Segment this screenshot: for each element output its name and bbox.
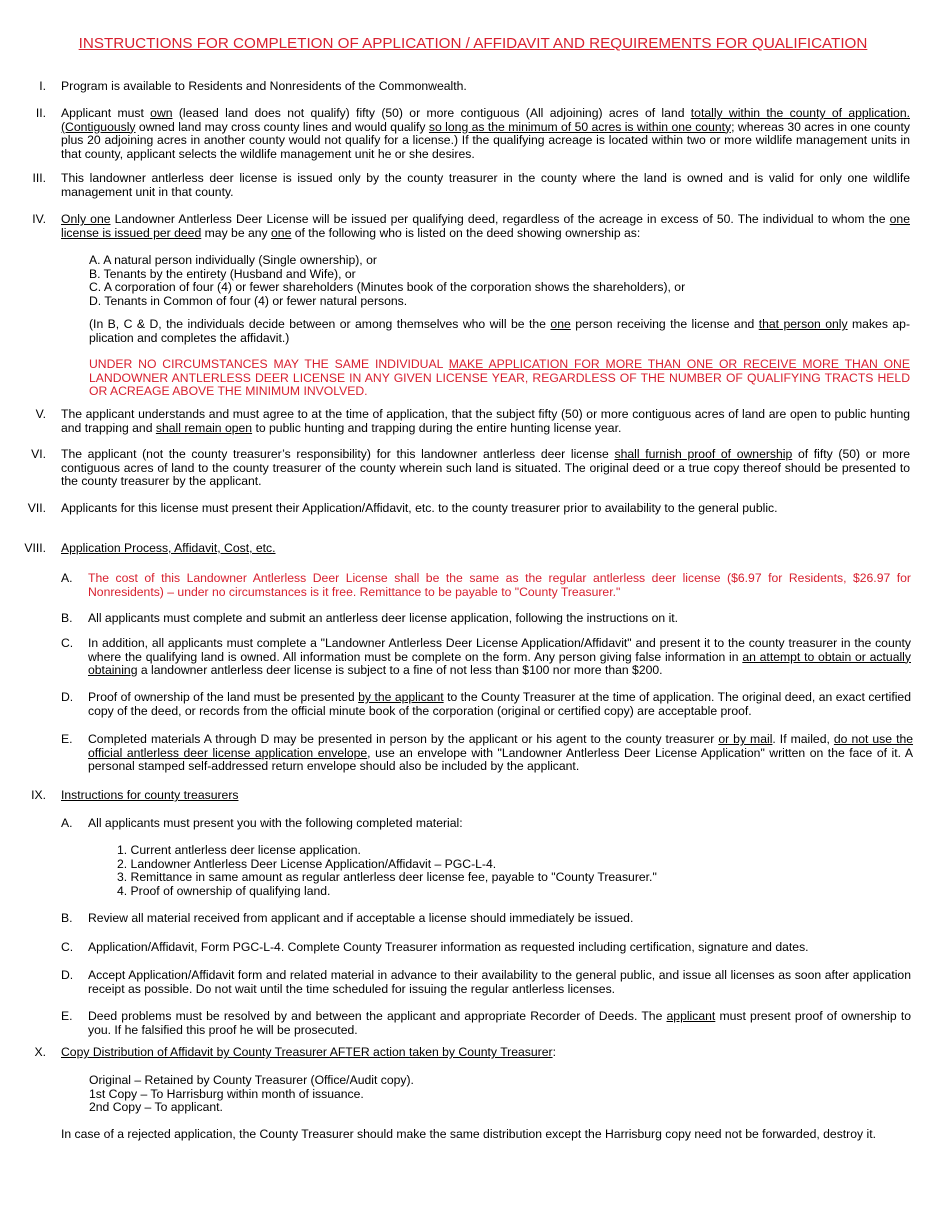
section-number: III.	[32, 171, 46, 185]
list-item: D. Tenants in Common of four (4) or fewer natural persons.	[89, 293, 408, 308]
subsection-label: C.	[61, 940, 74, 954]
ownership-note: (In B, C & D, the individuals decide between or among themselves who will be the one person receiving the license and that person only makes application and completes the affidavit.)	[89, 317, 910, 345]
list-item: 1. Current antlerless deer license application.	[117, 843, 361, 857]
list-item: Original – Retained by County Treasurer (Office/Audit copy).	[89, 1073, 414, 1087]
section-heading: Instructions for county treasurers	[61, 788, 239, 802]
subsection-text: Deed problems must be resolved by and between the applicant and appropriate Recorder of Deeds. The applicant must present proof of ownership to you. If he falsified this proof he will be prosecuted.	[88, 1009, 911, 1037]
subsection-label: E.	[61, 732, 73, 746]
section-heading: Application Process, Affidavit, Cost, etc.	[61, 541, 276, 555]
rejected-application-note: In case of a rejected application, the County Treasurer should make the same distribution except the Harrisburg copy need not be forwarded, destroy it.	[61, 1127, 876, 1141]
copy-distribution-list	[89, 1074, 909, 1115]
list-item: A. A natural person individually (Single ownership), or	[89, 253, 377, 267]
section-text: The applicant understands and must agree to at the time of application, that the subject fifty (50) or more contiguous acres of land are open to public hunting and trapping and shall remain open to public hunting and trapping during the entire hunting license year.	[61, 407, 910, 435]
section-text: Only one Landowner Antlerless Deer License will be issued per qualifying deed, regardless of the acreage in excess of 50. The individual to whom the one license is issued per deed may be any one of the following who is listed on the deed showing ownership as:	[61, 212, 910, 240]
subsection-label: D.	[61, 968, 74, 982]
list-item: 3. Remittance in same amount as regular antlerless deer license fee, payable to "County Treasurer."	[117, 870, 657, 885]
subsection-label: C.	[61, 636, 74, 650]
subsection-text: Completed materials A through D may be presented in person by the applicant or his agent to the county treasurer or by mail. If mailed, do not use the official antlerless deer license application envelope, use an envelope with "Landowner Antlerless Deer License Application" written on the face of it. A personal stamped self-addressed return envelope should also be included by the applicant.	[88, 732, 914, 774]
subsection-label: B.	[61, 911, 73, 925]
section-number: I.	[39, 79, 46, 93]
subsection-label: E.	[61, 1009, 73, 1023]
subsection-text: The cost of this Landowner Antlerless Deer License shall be the same as the regular antlerless deer license ($6.97 for Residents, $26.97 for Nonresidents) – under no circumstances is it free. Remittance to be payable to "County Treasurer."	[88, 571, 911, 599]
subsection-label: A.	[61, 571, 73, 585]
subsection-text: All applicants must complete and submit an antlerless deer license application, following the instructions on it.	[88, 611, 679, 625]
section-number: X.	[34, 1045, 46, 1059]
subsection-label: D.	[61, 690, 74, 704]
section-number: VIII.	[24, 541, 46, 555]
section-heading: Copy Distribution of Affidavit by County Treasurer AFTER action taken by County Treasurer:	[61, 1045, 556, 1059]
subsection-text: Application/Affidavit, Form PGC-L-4. Complete County Treasurer information as requested including certification, signature and dates.	[88, 940, 809, 954]
list-item: 1st Copy – To Harrisburg within month of issuance.	[89, 1086, 364, 1101]
section-number: II.	[35, 106, 46, 120]
page-title: INSTRUCTIONS FOR COMPLETION OF APPLICATION / AFFIDAVIT AND REQUIREMENTS FOR QUALIFICATION	[78, 35, 868, 52]
required-materials-list	[117, 844, 937, 898]
list-item: 2nd Copy – To applicant.	[89, 1100, 223, 1115]
subsection-text: In addition, all applicants must complete a "Landowner Antlerless Deer License Application/Affidavit" and present it to the county treasurer in the county where the qualifying land is owned. All information must be complete on the form. Any person giving false information in an attempt to obtain or actually obtaining a landowner antlerless deer license is subject to a fine of not less than $100 nor more than $200.	[88, 636, 911, 678]
subsection-label: A.	[61, 816, 73, 830]
list-item: 2. Landowner Antlerless Deer License Application/Affidavit – PGC-L-4.	[117, 856, 497, 871]
subsection-text: Proof of ownership of the land must be presented by the applicant to the County Treasurer at the time of application. The original deed, an exact certified copy of the deed, or records from the official minute book of the corporation (original or certified copy) are acceptable proof.	[88, 690, 911, 718]
section-number: V.	[35, 407, 46, 421]
section-number: IV.	[32, 212, 46, 226]
section-number: IX.	[31, 788, 46, 802]
subsection-text: Review all material received from applicant and if acceptable a license should immediately be issued.	[88, 911, 634, 925]
section-text: This landowner antlerless deer license is issued only by the county treasurer in the county where the land is owned and is valid for only one wildlife management unit in that county.	[61, 171, 910, 199]
ownership-types-list	[89, 254, 909, 308]
section-text: Applicants for this license must present their Application/Affidavit, etc. to the county treasurer prior to availability to the general public.	[61, 501, 778, 515]
list-item: C. A corporation of four (4) or fewer shareholders (Minutes book of the corporation shows the shareholders), or	[89, 280, 686, 295]
list-item: 4. Proof of ownership of qualifying land.	[117, 883, 331, 898]
section-text: Program is available to Residents and Nonresidents of the Commonwealth.	[61, 79, 467, 93]
list-item: B. Tenants by the entirety (Husband and Wife), or	[89, 266, 356, 281]
section-text: The applicant (not the county treasurer’s responsibility) for this landowner antlerless deer license shall furnish proof of ownership of fifty (50) or more contiguous acres of land to the county treasurer of the county wherein such land is situated. The original deed or a true copy thereof should be presented to the county treasurer by the applicant.	[61, 447, 910, 489]
subsection-text: Accept Application/Affidavit form and related material in advance to their availability to the general public, and issue all licenses as soon after application receipt as possible. Do not wait until the time scheduled for issuing the regular antlerless licenses.	[88, 968, 911, 996]
section-text: Applicant must own (leased land does not qualify) fifty (50) or more contiguous (All adjoining) acres of land totally within the county of application. (Contiguously owned land may cross county lines and would qualify so long as the minimum of 50 acres is within one county; whereas 30 acres in one county plus 20 adjoining acres in another county would not qualify for a license.) If the qualifying acreage is located within two or more wildlife management units in that county, applicant selects the wildlife management unit he or she desires.	[61, 106, 910, 161]
section-number: VII.	[27, 501, 46, 515]
subsection-label: B.	[61, 611, 73, 625]
warning-notice: UNDER NO CIRCUMSTANCES MAY THE SAME INDIVIDUAL MAKE APPLICATION FOR MORE THAN ONE OR RECEIVE MORE THAN ONE LANDOWNER ANTLERLESS DEER LICENSE IN ANY GIVEN LICENSE YEAR, REGARDLESS OF THE NUMBER OF QUALIFYING TRACTS HELD OR ACREAGE ABOVE THE MINIMUM INVOLVED.	[89, 357, 910, 399]
subsection-text: All applicants must present you with the following completed material:	[88, 816, 463, 830]
section-number: VI.	[31, 447, 46, 461]
